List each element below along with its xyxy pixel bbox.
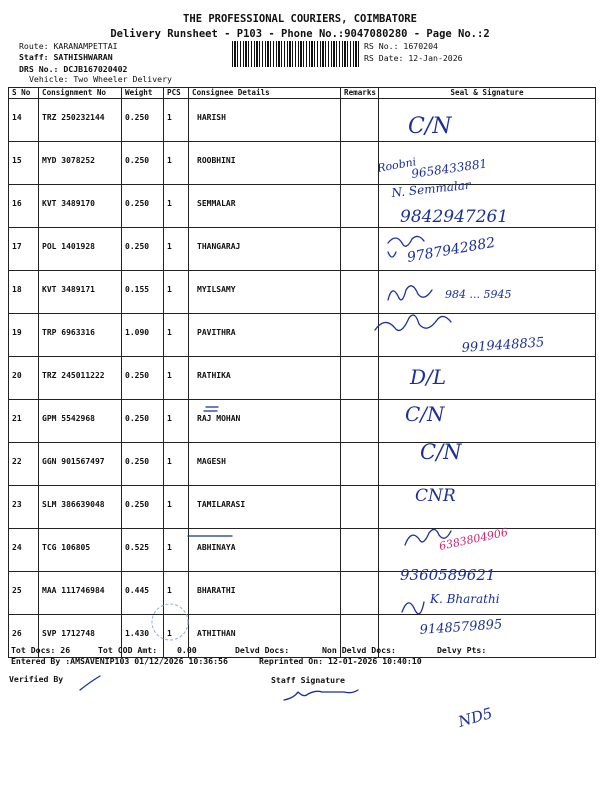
row-pcs: 1: [164, 142, 189, 185]
rs-date: RS Date: 12-Jan-2026: [364, 53, 463, 63]
row-weight: 0.250: [122, 400, 164, 443]
handwriting-r17-mark: [388, 252, 396, 257]
row-consignment: KVT 3489171: [39, 271, 122, 314]
delivery-points: Delvy Pts:: [437, 645, 487, 655]
handwriting-r15-name: Roobni: [376, 155, 418, 175]
handwriting-r24-phone: 6383804906: [437, 525, 510, 553]
row-pcs: 1: [164, 400, 189, 443]
row-sno: 23: [9, 486, 39, 529]
handwriting-r19-phone: 9919448835: [461, 335, 545, 356]
total-cod-value: 0.00: [177, 645, 197, 655]
row-pcs: 1: [164, 228, 189, 271]
row-weight: 1.430: [122, 615, 164, 658]
col-consignment: Consignment No: [39, 88, 122, 99]
row-sno: 20: [9, 357, 39, 400]
row-sno: 22: [9, 443, 39, 486]
handwriting-r26-phone: 9148579895: [419, 617, 503, 638]
delivered-docs: Delvd Docs:: [235, 645, 290, 655]
drs-number: DRS No.: DCJB167020402: [19, 64, 128, 74]
row-sno: 21: [9, 400, 39, 443]
row-consignee: RAJ MOHAN: [189, 400, 341, 443]
route-label: Route: KARANAMPETTAI: [19, 41, 118, 51]
row-sno: 25: [9, 572, 39, 615]
row-pcs: 1: [164, 615, 189, 658]
rs-number: RS No.: 1670204: [364, 41, 438, 51]
row-consignment: GPM 5542968: [39, 400, 122, 443]
row-weight: 0.155: [122, 271, 164, 314]
col-weight: Weight: [122, 88, 164, 99]
faded-stamp-icon: [152, 604, 188, 640]
row-sno: 16: [9, 185, 39, 228]
row-sno: 24: [9, 529, 39, 572]
row-consignee: MAGESH: [189, 443, 341, 486]
col-signature: Seal & Signature: [379, 88, 596, 99]
row-consignment: SVP 1712748: [39, 615, 122, 658]
row-weight: 0.250: [122, 486, 164, 529]
non-delivered-docs: Non Delvd Docs:: [322, 645, 396, 655]
row-consignee: THANGARAJ: [189, 228, 341, 271]
verified-by: Verified By: [9, 674, 64, 684]
handwriting-r23: CNR: [415, 486, 456, 506]
row-pcs: 1: [164, 529, 189, 572]
row-pcs: 1: [164, 185, 189, 228]
row-pcs: 1: [164, 271, 189, 314]
row-sno: 26: [9, 615, 39, 658]
verified-sig: [80, 676, 100, 690]
row-consignment: TRZ 245011222: [39, 357, 122, 400]
handwriting-r17-sig: [388, 236, 424, 246]
reprinted-on: Reprinted On: 12-01-2026 10:40:10: [259, 656, 422, 666]
handwriting-r22: C/N: [420, 440, 462, 464]
row-weight: 0.250: [122, 99, 164, 142]
handwriting-r19-sig: [375, 315, 451, 330]
row-consignment: MYD 3078252: [39, 142, 122, 185]
handwriting-r16-phone: 9842947261: [400, 207, 509, 227]
col-remarks: Remarks: [341, 88, 379, 99]
row-sno: 14: [9, 99, 39, 142]
row-consignment: TRZ 250232144: [39, 99, 122, 142]
row-consignee: HARISH: [189, 99, 341, 142]
row-weight: 0.250: [122, 142, 164, 185]
row-consignment: SLM 386639048: [39, 486, 122, 529]
handwriting-r25-phone: 9360589621: [400, 566, 496, 584]
row-consignee: BHARATHI: [189, 572, 341, 615]
row-pcs: 1: [164, 314, 189, 357]
row-consignee: MYILSAMY: [189, 271, 341, 314]
row-weight: 1.090: [122, 314, 164, 357]
row-sno: 17: [9, 228, 39, 271]
row-weight: 0.250: [122, 185, 164, 228]
row-consignee: SEMMALAR: [189, 185, 341, 228]
col-sno: S No: [9, 88, 39, 99]
row-consignee: ABHINAYA: [189, 529, 341, 572]
row-consignment: POL 1401928: [39, 228, 122, 271]
handwriting-r18-sig: [388, 286, 432, 300]
staff-signature-label: Staff Signature: [271, 675, 345, 685]
row-consignment: TCG 106805: [39, 529, 122, 572]
entered-by: Entered By :AMSAVENIP103 01/12/2026 10:36:56: [11, 656, 228, 666]
row-sno: 15: [9, 142, 39, 185]
row-pcs: 1: [164, 486, 189, 529]
row-consignee: ROOBHINI: [189, 142, 341, 185]
row-pcs: 1: [164, 99, 189, 142]
handwriting-r20: D/L: [410, 365, 447, 389]
row-consignment: KVT 3489170: [39, 185, 122, 228]
handwriting-r21: C/N: [405, 402, 445, 426]
row-sno: 18: [9, 271, 39, 314]
row-weight: 0.250: [122, 357, 164, 400]
total-cod-label: Tot COD Amt:: [98, 645, 158, 655]
company-name: THE PROFESSIONAL COURIERS, COIMBATORE: [183, 13, 417, 25]
row-weight: 0.525: [122, 529, 164, 572]
row-consignee: TAMILARASI: [189, 486, 341, 529]
handwriting-r15-phone: 9658433881: [410, 156, 489, 181]
row-consignment: TRP 6963316: [39, 314, 122, 357]
handwriting-r16-name: N. Semmalar: [390, 177, 472, 200]
total-docs: Tot Docs: 26: [11, 645, 71, 655]
row-consignee: PAVITHRA: [189, 314, 341, 357]
runsheet-title: Delivery Runsheet - P103 - Phone No.:9047080280 - Page No.:2: [110, 28, 490, 40]
dash-mark: [204, 407, 218, 411]
row-sno: 19: [9, 314, 39, 357]
handwriting-r18-phone: 984 ... 5945: [445, 288, 512, 301]
row-consignee: ATHITHAN: [189, 615, 341, 658]
staff-label: Staff: SATHISHWARAN: [19, 52, 113, 62]
handwriting-r17-phone: 9787942882: [405, 234, 497, 266]
handwriting-r14: C/N: [408, 114, 452, 139]
handwriting-bottom: ND5: [456, 703, 495, 731]
vehicle-label: Vehicle: Two Wheeler Delivery: [29, 74, 172, 84]
row-weight: 0.445: [122, 572, 164, 615]
col-consignee: Consignee Details: [189, 88, 341, 99]
handwriting-r26-name: K. Bharathi: [430, 592, 500, 606]
handwriting-r26-sig: [402, 602, 424, 614]
row-weight: 0.250: [122, 228, 164, 271]
row-pcs: 1: [164, 443, 189, 486]
row-pcs: 1: [164, 357, 189, 400]
row-pcs: 1: [164, 572, 189, 615]
row-consignment: MAA 111746984: [39, 572, 122, 615]
row-consignee: RATHIKA: [189, 357, 341, 400]
row-consignment: GGN 901567497: [39, 443, 122, 486]
col-pcs: PCS: [164, 88, 189, 99]
row-weight: 0.250: [122, 443, 164, 486]
staff-sig: [284, 690, 358, 700]
